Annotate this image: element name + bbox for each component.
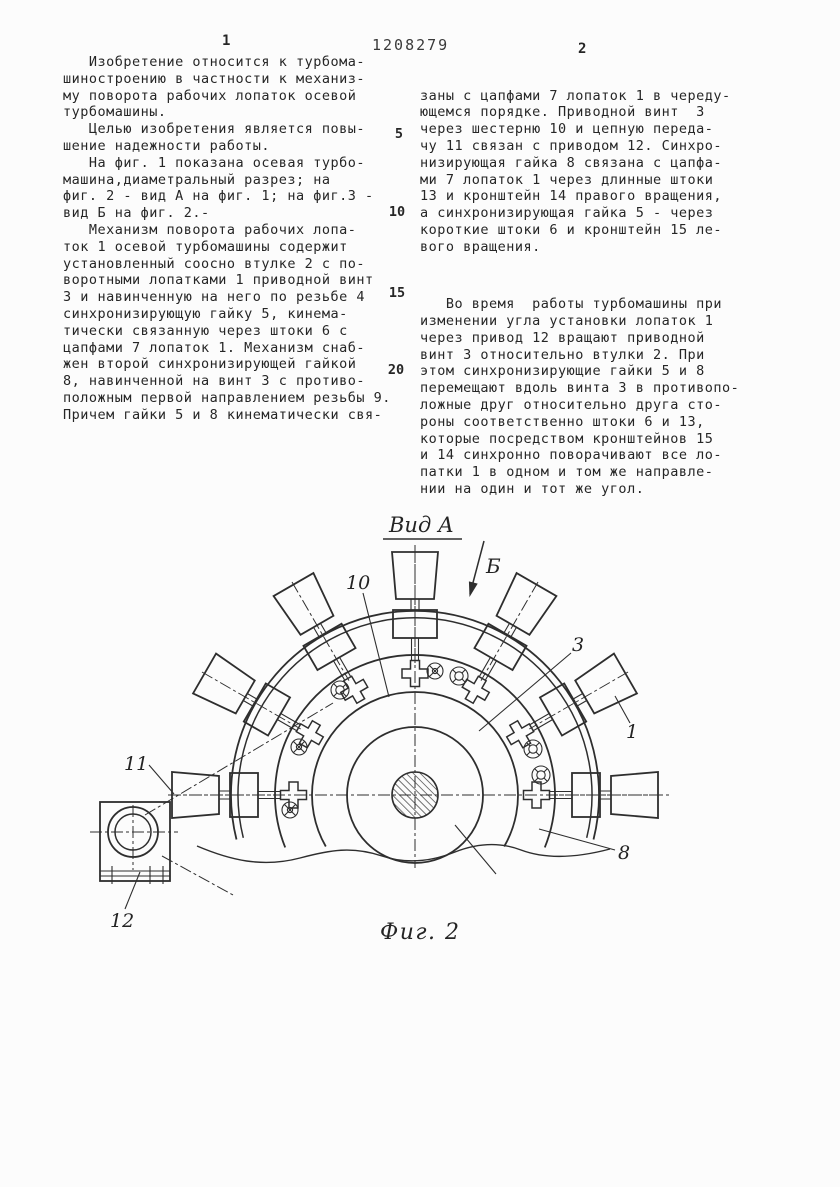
bolt-icon [450, 667, 468, 685]
line-number-marker: 15 [388, 285, 406, 301]
text-line: шиностроению в частности к механиз- [63, 70, 365, 87]
text-line: му поворота рабочих лопаток осевой [63, 87, 357, 104]
text-line: Целью изобретения является повы- [63, 121, 365, 138]
leader-lines [125, 593, 630, 909]
view-direction-arrow [469, 541, 484, 597]
part-label-10-gear: 10 [346, 572, 371, 594]
line-number-marker: 10 [388, 204, 406, 220]
text-line: а синхронизирующая гайка 5 - через [420, 205, 714, 222]
text-line: перемещают вдоль винта 3 в противопо- [420, 380, 740, 397]
centerlines [168, 545, 672, 868]
paragraph [420, 296, 768, 498]
part-label-8-nut: 8 [618, 842, 631, 864]
text-line: положным первой направлением резьбы 9. [63, 389, 391, 406]
break-line [197, 845, 610, 863]
text-line: фиг. 2 - вид А на фиг. 1; на фиг.3 - [63, 188, 374, 205]
text-line: через привод 12 вращают приводной [420, 329, 705, 346]
text-line: вого вращения. [420, 238, 541, 255]
text-line: На фиг. 1 показана осевая турбо- [63, 154, 365, 171]
text-line: установленный соосно втулке 2 с по- [63, 255, 365, 272]
text-line: Во время работы турбомашины при [420, 296, 722, 313]
part-label-12-drive: 12 [110, 910, 135, 932]
text-line: Механизм поворота рабочих лопа- [63, 221, 357, 238]
column-number-right: 2 [578, 41, 587, 57]
text-line: нии на один и тот же угол. [420, 480, 645, 497]
text-column-right [420, 54, 768, 531]
paragraph [420, 88, 768, 256]
text-line: низирующая гайка 8 связана с цапфа- [420, 154, 722, 171]
text-line: цапфами 7 лопаток 1. Механизм снаб- [63, 339, 365, 356]
text-line: изменении угла установки лопаток 1 [420, 312, 714, 329]
text-line: через шестерню 10 и цепную переда- [420, 121, 714, 138]
text-line: синхронизирующую гайку 5, кинема- [63, 305, 348, 322]
text-line: вид Б на фиг. 2.- [63, 205, 210, 222]
line-number-marker: 5 [394, 126, 404, 142]
text-line: чу 11 связан с приводом 12. Синхро- [420, 137, 722, 154]
text-line: тически связанную через штоки 6 с [63, 322, 348, 339]
text-line: Причем гайки 5 и 8 кинематически свя- [63, 406, 383, 423]
view-label: Вид А [389, 513, 454, 537]
text-line: машина,диаметральный разрез; на [63, 171, 331, 188]
text-line: ми 7 лопаток 1 через длинные штоки [420, 171, 714, 188]
part-label-11-chain: 11 [124, 753, 149, 775]
bolt-icon [427, 663, 443, 679]
text-line: 8, навинченной на винт 3 с противо- [63, 373, 365, 390]
text-line: ющемся порядке. Приводной винт 3 [420, 104, 705, 121]
text-line: воротными лопатками 1 приводной винт [63, 272, 374, 289]
text-line: Изобретение относится к турбома- [63, 54, 365, 70]
column-number-left: 1 [222, 33, 231, 49]
text-line: ложные друг относительно друга сто- [420, 396, 722, 413]
text-line: винт 3 относительно втулки 2. При [420, 346, 705, 363]
text-line: ток 1 осевой турбомашины содержит [63, 238, 348, 255]
text-line: шение надежности работы. [63, 137, 271, 154]
text-line: роны соответственно штоки 6 и 13, [420, 413, 705, 430]
text-line: жен второй синхронизирующей гайкой [63, 356, 357, 373]
direction-label: Б [486, 554, 501, 578]
part-label-3-screw: 3 [572, 634, 585, 656]
text-line: турбомашины. [63, 104, 167, 121]
text-line: заны с цапфами 7 лопаток 1 в череду- [420, 87, 731, 104]
part-label-1-blade: 1 [626, 721, 639, 743]
bolt-icon [282, 802, 298, 818]
text-column-left [63, 54, 411, 424]
text-line: 3 и навинченную на него по резьбе 4 [63, 289, 365, 306]
text-line: короткие штоки 6 и кронштейн 15 ле- [420, 221, 722, 238]
line-number-marker: 20 [387, 362, 405, 378]
shaft-section [392, 772, 438, 818]
drive-unit [90, 802, 178, 884]
text-line: патки 1 в одном и том же направле- [420, 464, 714, 481]
text-line: 13 и кронштейн 14 правого вращения, [420, 188, 722, 205]
patent-number: 1208279 [372, 36, 450, 54]
text-line: и 14 синхронно поворачивают все ло- [420, 447, 722, 464]
text-line: этом синхронизирующие гайки 5 и 8 [420, 363, 705, 380]
text-line: которые посредством кронштейнов 15 [420, 430, 714, 447]
figure-2-drawing [0, 505, 840, 975]
bolt-icon [524, 740, 542, 758]
figure-caption: Фиг. 2 [380, 920, 461, 945]
